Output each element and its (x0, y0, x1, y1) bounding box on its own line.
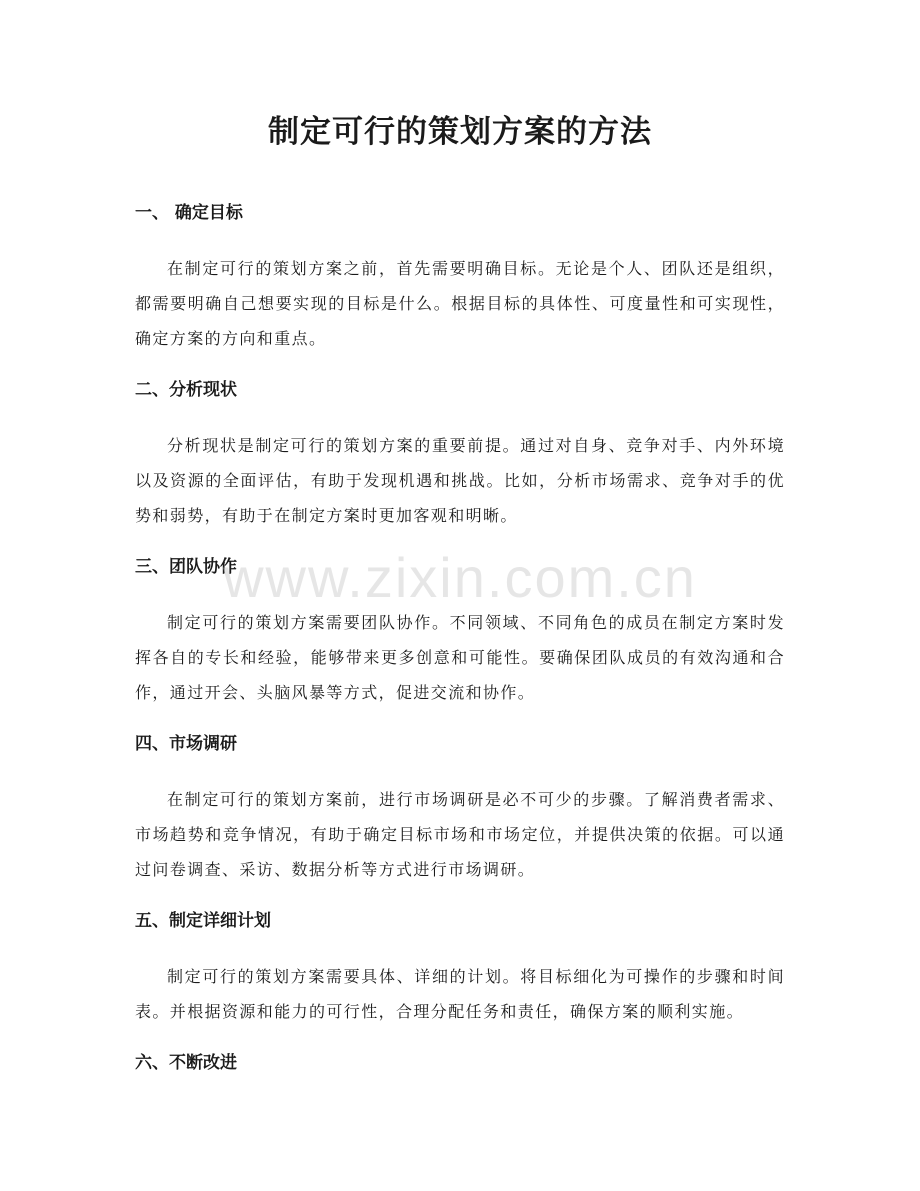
section-title: 团队协作 (169, 557, 237, 577)
section-heading (135, 200, 785, 226)
section-paragraph: 制定可行的策划方案需要具体、详细的计划。将目标细化为可操作的步骤和时间表。并根据资源和能力的可行性，合理分配任务和责任，确保方案的顺利实施。 (135, 967, 785, 1021)
section-paragraph: 分析现状是制定可行的策划方案的重要前提。通过对自身、竞争对手、内外环境以及资源的全面评估，有助于发现机遇和挑战。比如，分析市场需求、竞争对手的优势和弱势，有助于在制定方案时更加客观和明晰。 (135, 436, 785, 525)
section-1 (135, 200, 785, 356)
section-title: 制定详细计划 (169, 911, 271, 931)
section-number: 五、 (135, 911, 169, 931)
section-3 (135, 554, 785, 710)
section-heading (135, 731, 785, 757)
section-paragraph: 在制定可行的策划方案前，进行市场调研是必不可少的步骤。了解消费者需求、市场趋势和竞争情况，有助于确定目标市场和市场定位，并提供决策的依据。可以通过问卷调查、采访、数据分析等方式进行市场调研。 (135, 790, 785, 879)
section-heading (135, 377, 785, 403)
section-heading (135, 908, 785, 934)
section-4 (135, 731, 785, 887)
section-number: 一、 (135, 203, 169, 223)
section-number: 三、 (135, 557, 169, 577)
document-title: 制定可行的策划方案的方法 (268, 114, 652, 150)
section-title: 不断改进 (169, 1053, 237, 1073)
section-heading (135, 1050, 785, 1076)
section-number: 四、 (135, 734, 169, 754)
section-title: 分析现状 (169, 380, 237, 400)
section-heading (135, 554, 785, 580)
section-5 (135, 908, 785, 1029)
section-paragraph: 制定可行的策划方案需要团队协作。不同领域、不同角色的成员在制定方案时发挥各自的专长和经验，能够带来更多创意和可能性。要确保团队成员的有效沟通和合作，通过开会、头脑风暴等方式，促进交流和协作。 (135, 613, 785, 702)
section-2 (135, 377, 785, 533)
section-paragraph: 在制定可行的策划方案之前，首先需要明确目标。无论是个人、团队还是组织，都需要明确自己想要实现的目标是什么。根据目标的具体性、可度量性和可实现性，确定方案的方向和重点。 (135, 259, 785, 348)
section-title: 确定目标 (169, 203, 243, 223)
section-number: 二、 (135, 380, 169, 400)
section-number: 六、 (135, 1053, 169, 1073)
section-6 (135, 1050, 785, 1076)
watermark: www.zixin.com.cn (223, 546, 697, 609)
section-title: 市场调研 (169, 734, 237, 754)
